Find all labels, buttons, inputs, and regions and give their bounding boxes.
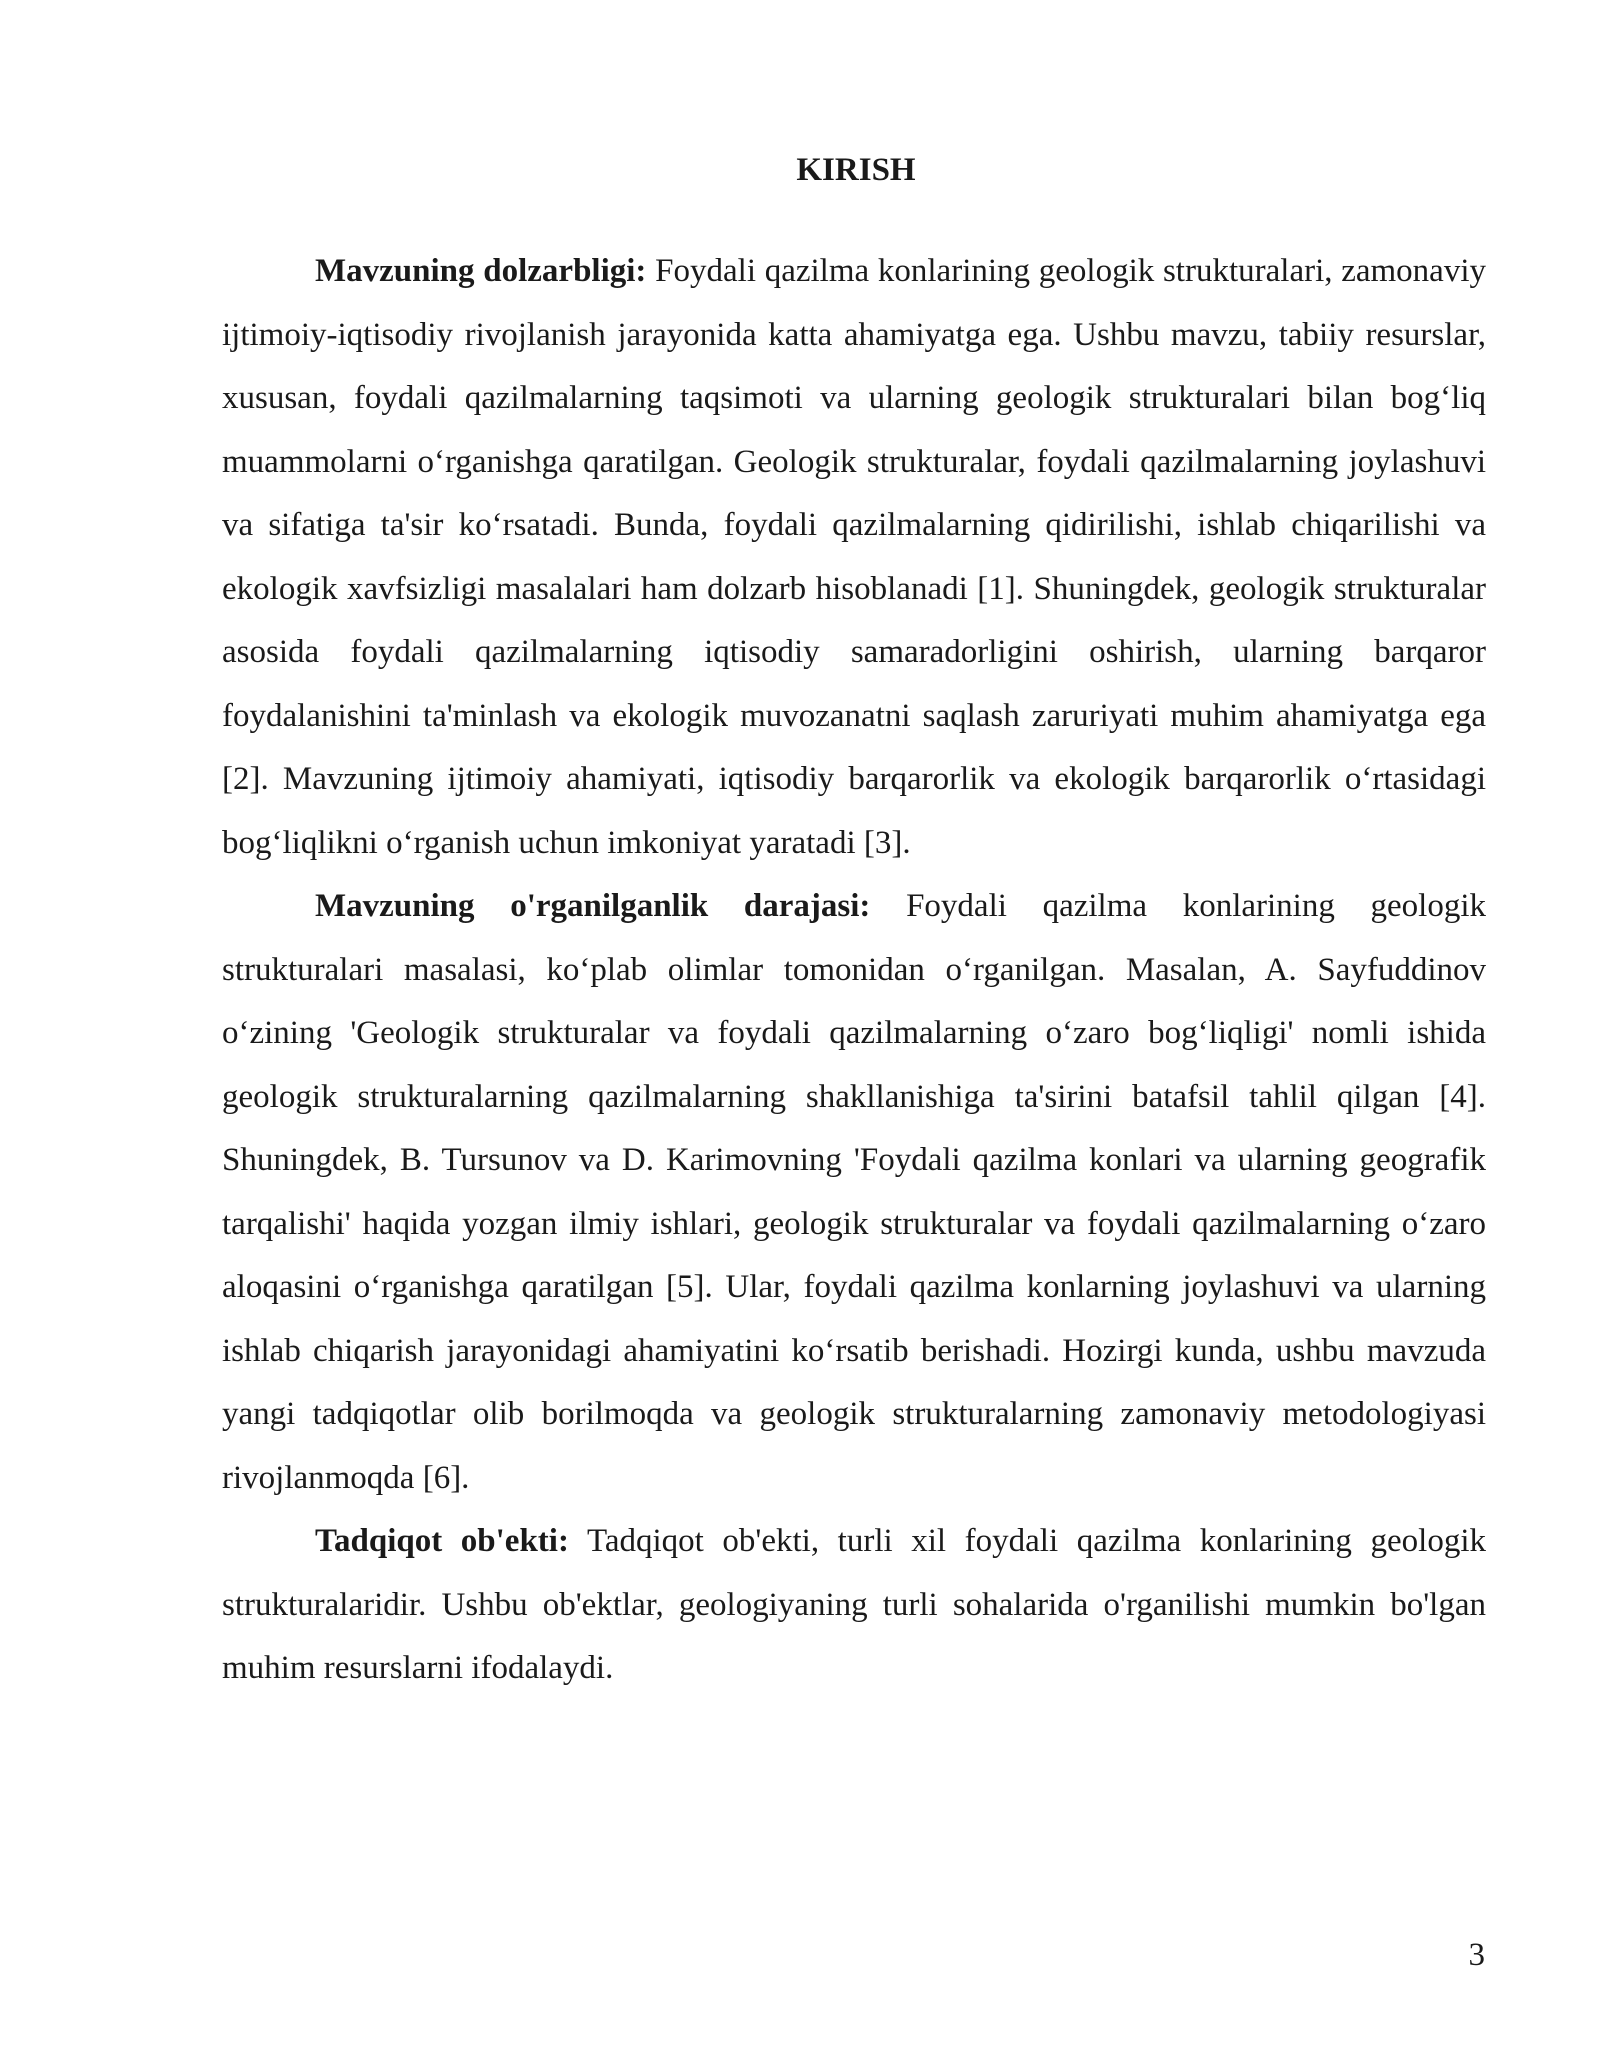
paragraph-lead: Mavzuning o'rganilganlik darajasi: [315,888,871,924]
page-title: KIRISH [796,152,916,188]
paragraph-text: Foydali qazilma konlarining geologik strukturalari, zamonaviy ijtimoiy-iqtisodiy rivojlanish jarayonida katta ahamiyatga ega. Ushbu mavzu, tabiiy resurslar, xususan, foydali qazilmalarning taqsimoti va ularning geologik strukturalari bilan bog‘liq muammolarni o‘rganishga qaratilgan. Geologik strukturalar, foydali qazilmalarning joylashuvi va sifatiga ta'sir ko‘rsatadi. Bunda, foydali qazilmalarning qidirilishi, ishlab chiqarilishi va ekologik xavfsizligi masalalari ham dolzarb hisoblanadi [1]. Shuningdek, geologik strukturalar asosida foydali qazilmalarning iqtisodiy samaradorligini oshirish, ularning barqaror foydalanishini ta'minlash va ekologik muvozanatni saqlash zaruriyati muhim ahamiyatga ega [2]. Mavzuning ijtimoiy ahamiyati, iqtisodiy barqarorlik va ekologik barqarorlik o‘rtasidagi bog‘liqlikni o‘rganish uchun imkoniyat yaratadi [3]. [222,253,1487,861]
paragraph-lead: Mavzuning dolzarbligi: [315,253,647,289]
paragraph-study-level [222,875,1486,1510]
body-text [222,240,1486,1701]
paragraph-text: Foydali qazilma konlarining geologik strukturalari masalasi, ko‘plab olimlar tomonidan o‘rganilgan. Masalan, A. Sayfuddinov o‘zining 'Geologik strukturalar va foydali qazilmalarning o‘zaro bog‘liqligi' nomli ishida geologik strukturalarning qazilmalarning shakllanishiga ta'sirini batafsil tahlil qilgan [4]. Shuningdek, B. Tursunov va D. Karimovning 'Foydali qazilma konlari va ularning geografik tarqalishi' haqida yozgan ilmiy ishlari, geologik strukturalar va foydali qazilmalarning o‘zaro aloqasini o‘rganishga qaratilgan [5]. Ular, foydali qazilma konlarning joylashuvi va ularning ishlab chiqarish jarayonidagi ahamiyatini ko‘rsatib berishadi. Hozirgi kunda, ushbu mavzuda yangi tadqiqotlar olib borilmoqda va geologik strukturalarning zamonaviy metodologiyasi rivojlanmoqda [6]. [222,888,1486,1496]
paragraph-lead: Tadqiqot ob'ekti: [315,1523,569,1559]
page-number: 3 [1468,1937,1485,1973]
paragraph-relevance [222,240,1486,875]
paragraph-text: Tadqiqot ob'ekti, turli xil foydali qazilma konlarining geologik strukturalaridir. Ushbu ob'ektlar, geologiyaning turli sohalarida o'rganilishi mumkin bo'lgan muhim resurslarni ifodalaydi. [222,1523,1486,1686]
paragraph-research-object [222,1510,1486,1701]
